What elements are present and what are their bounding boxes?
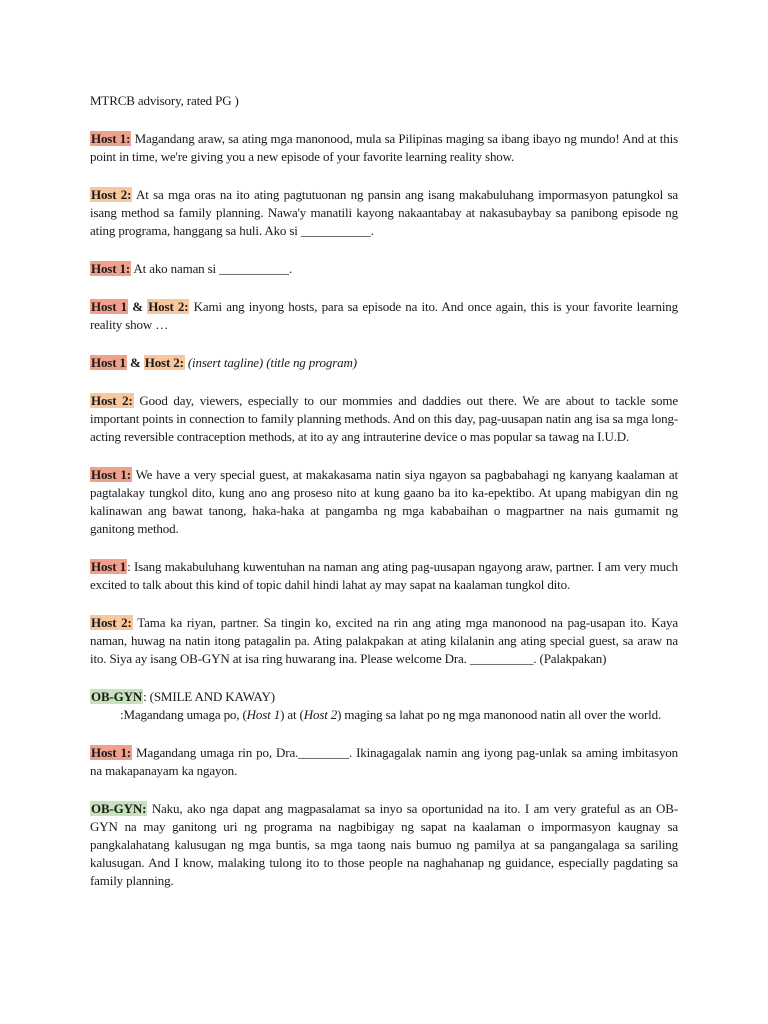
speaker-label-host2: Host 2: [144,355,184,370]
speaker-label-obgyn: OB-GYN [91,689,143,704]
script-document [90,92,678,910]
dialogue-host1-name [90,260,678,278]
stage-direction: : (SMILE AND KAWAY) [143,689,275,704]
dialogue-host2-topic [90,392,678,446]
speaker-label-obgyn: OB-GYN: [91,801,147,816]
dialogue-host1-greeting [90,130,678,166]
dialogue-text: : Isang makabuluhang kuwentuhan na naman ang ating pag-uusapan ngayong araw, partner. I am very much excited to talk about this kind of topic dahil hindi lahat ay may sapat na kaalaman tungkol dito. [90,559,678,592]
speaker-label-host1: Host 1: [91,467,131,482]
speaker-label-host2: Host 2: [148,299,189,314]
speaker-label-host2: Host 2: [91,393,133,408]
ampersand: & [128,299,148,314]
advisory-line: MTRCB advisory, rated PG ) [90,93,239,108]
dialogue-text: :Magandang umaga po, (Host 1) at (Host 2) maging sa lahat po ng mga manonood natin all over the world. [120,707,662,722]
speaker-label-host1: Host 1 [91,299,128,314]
speaker-label-host1: Host 1: [91,261,131,276]
dialogue-text: (insert tagline) (title ng program) [184,355,357,370]
dialogue-text: Magandang umaga rin po, Dra.________. Ikinagagalak namin ang iyong pag-unlak sa aming imbitasyon na makapanayam ka ngayon. [90,745,678,778]
dialogue-text: Kami ang inyong hosts, para sa episode na ito. And once again, this is your favorite learning reality show … [90,299,678,332]
dialogue-host2-intro [90,186,678,240]
dialogue-host1-guest [90,466,678,538]
dialogue-host2-welcome [90,614,678,668]
dialogue-text: Naku, ako nga dapat ang magpasalamat sa inyo sa oportunidad na ito. I am very grateful as an OB-GYN na may ganitong uri ng programa na nagbibigay ng sapat na kaalaman o impormasyon kaugnay sa pangkalahatang kalusugan ng mga buntis, sa mga taong nais bumuo ng pamilya at sa pangangalaga sa sariling kalusugan. And I know, malaking tulong ito to those people na naghahanap ng guidance, especially pagdating sa family planning. [90,801,678,888]
speaker-label-host1: Host 1: [91,131,131,146]
dialogue-text: Magandang araw, sa ating mga manonood, mula sa Pilipinas maging sa ibang ibayo ng mundo! And at this point in time, we're giving you a new episode of your favorite learning reality show. [90,131,678,164]
speaker-label-host2: Host 2: [91,615,132,630]
speaker-label-host1: Host 1 [91,355,126,370]
dialogue-text: Tama ka riyan, partner. Sa tingin ko, excited na rin ang ating mga manonood na pag-usapan ito. Kaya naman, huwag na natin itong patagalin pa. Ating palakpakan at ating kilalanin ang ating special guest, sa araw na ito. Siya ay isang OB-GYN at isa ring huwarang ina. Please welcome Dra. __________. (Palakpakan) [90,615,678,666]
dialogue-text: At sa mga oras na ito ating pagtutuonan ng pansin ang isang makabuluhang impormasyon patungkol sa isang method sa family planning. Nawa'y manatili kayong nakaantabay at nakasubaybay sa panibong episode ng ating programa, hanggang sa huli. Ako si ___________. [90,187,678,238]
ampersand: & [126,355,144,370]
dialogue-tagline [90,354,678,372]
dialogue-obgyn-response [90,800,678,890]
speaker-label-host1: Host 1: [91,745,131,760]
dialogue-text: Good day, viewers, especially to our mommies and daddies out there. We are about to tackle some important points in connection to family planning methods. And on this day, pag-uusapan natin ang isa sa mga long-acting reversible contraception methods, at ito ay ang intrauterine device o mas popular sa tawag na I.U.D. [90,393,678,444]
dialogue-obgyn-greeting [90,688,678,724]
dialogue-both-hosts [90,298,678,334]
dialogue-text: At ako naman si ___________. [131,261,293,276]
dialogue-host1-excited [90,558,678,594]
speaker-label-host1: Host 1 [91,559,127,574]
dialogue-host1-thanks [90,744,678,780]
dialogue-text: We have a very special guest, at makakasama natin siya ngayon sa pagbabahagi ng kanyang kaalaman at pagtalakay tungkol dito, kung ano ang proseso nito at kung gaano ba ito ka-epektibo. At upang mabigyan din ng kalinawan ang bawat tanong, haka-haka at pangamba ng mga kababaihan o magpartner na nais gumamit ng ganitong method. [90,467,678,536]
speaker-label-host2: Host 2: [91,187,132,202]
